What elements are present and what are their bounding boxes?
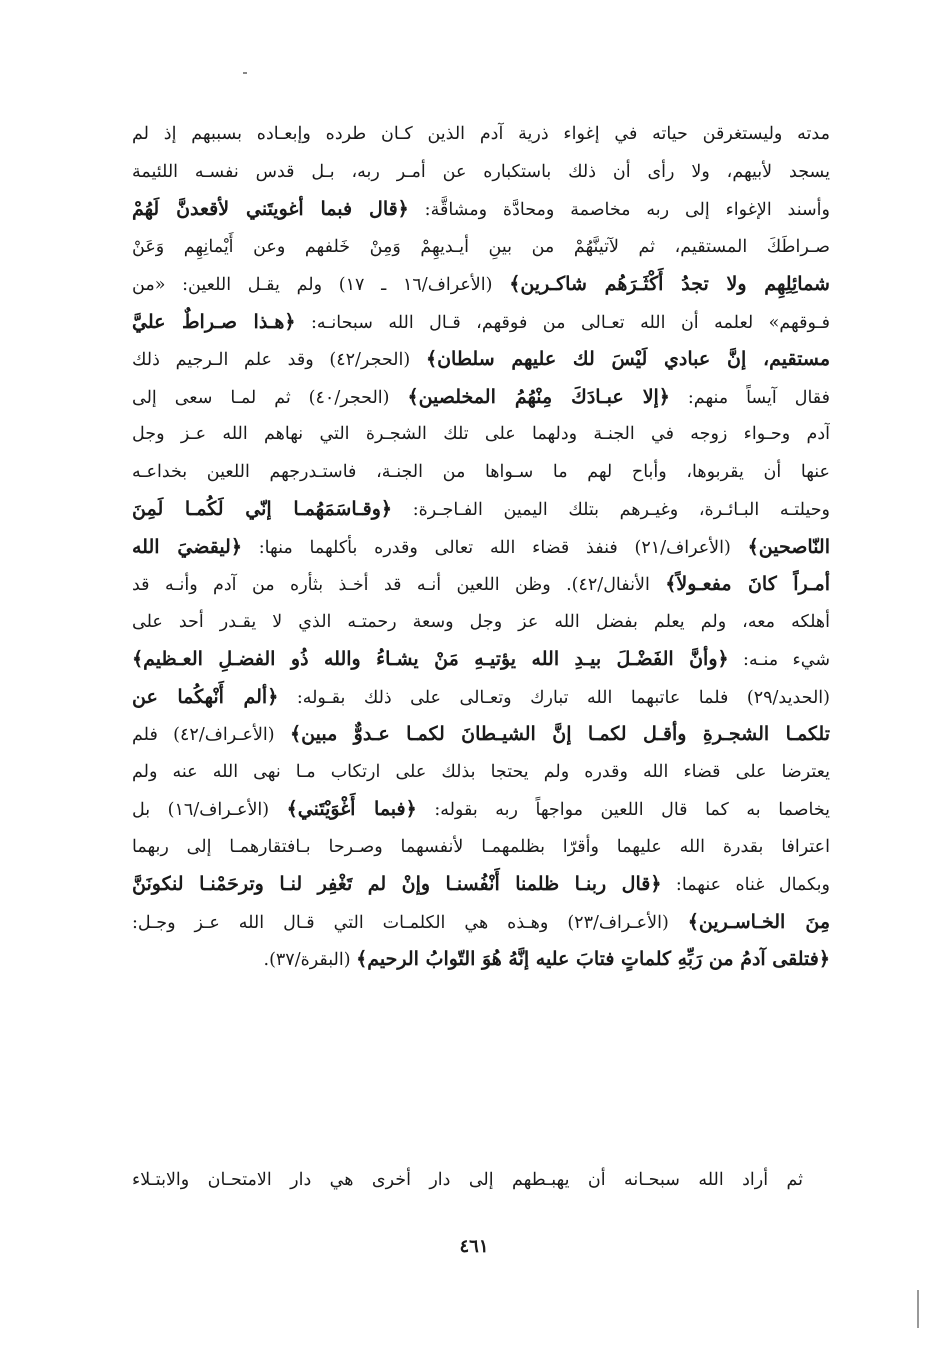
text-line: صـراطَكَ المستقيم، ثم لآتينَّهُمْ من بينِ أيـديهِمْ وَمِنْ خَلفهم وعن أَيْمانِهِم وَعَنْ — [132, 236, 830, 257]
text-line: أمـراً كانَ مفعـولاً﴾ الأنفال/٤٢). وظن اللعين أنـه قد أخـذ بثأره من آدم وأنـه قد — [132, 573, 830, 595]
text-line: تلكمـا الشجـرةِ وأقـل لكمـا إنَّ الشيـطانَ لكمـا عـدوٌّ مبين﴾ (الأعـراف/٤٢) فلم — [132, 723, 830, 745]
text-line: مدته وليستغرقن حياته في إغواء ذرية آدم الذين كـان طرده وإبعـاده بسببهم إذ لم — [132, 124, 830, 144]
scan-mark — [917, 1290, 919, 1328]
text-line: مستقيم، إنَّ عبادي لَيْسَ لك عليهم سلطان﴾ (الحجر/٤٢) وقد علم الـرجيم ذلك — [132, 348, 830, 370]
text-line: يخاصما به كما قال اللعين مواجهاً ربه بقوله: ﴿فبما أَغْوَيْتَني﴾ (الأعـراف/١٦) بل — [132, 798, 830, 820]
text-line: مِنَ الخـاسـرين﴾ (الأعـراف/٢٣) وهـذه هي الكلمـات التي قـال الله عـز وجـل: — [132, 910, 830, 933]
text-line: وبكمال غناه عنهما: ﴿قال ربنـا ظلمنا أَنْفُسنـا وإنْ لم تَغْفِر لنـا وترحَمْنـا لنكونَنَّ — [132, 873, 830, 895]
text-line: يعترضا على قضاء الله وقدره ولم يحتجا بذلك على ارتكاب مـا نهى الله عنه ولم — [132, 761, 830, 782]
text-line: عنها أن يقربوها، وأباح لهم ما سـواها من الجنـة، فاستـدرجهم اللعين بخداعـه — [132, 461, 830, 482]
text-line: آدم وحـواء زوجه في الجنـة ودلهما على تلك الشجـرة التي نهاهم الله عـز وجل — [132, 424, 830, 444]
text-line: النّاصحين﴾ (الأعراف/٢١) فنفذ قضاء الله تعالى وقدره بأكلهما منها: ﴿ليقضيَ الله — [132, 535, 830, 558]
text-line: أهلكه معه، ولم يعلم بفضل الله عز وجل وسعة رحمتـه الذي لا يقـدر أحد على — [132, 611, 830, 632]
text-line: شيء منـه: ﴿وأنَّ الفَضْـلَ بيـدِ الله يؤتيـهِ مَنْ يشـاءُ والله ذُو الفضـلِ العـظيم﴾ — [132, 648, 830, 670]
body-paragraph — [132, 116, 830, 979]
page-number: ٤٦١ — [459, 1236, 489, 1257]
text-line: يسجد لأبيهم، ولا رأى أن ذلك باستكباره عن أمـر ربه، بـل قدس نفسـه اللئيمة — [132, 161, 830, 182]
text-line: فقال آيساً منهم: ﴿إلا عبـادَكَ مِنْهُمُ المخلصين﴾ (الحجر/٤٠) ثم لمـا سعى إلى — [132, 385, 830, 408]
text-line: وحيلتـه البـائـرة، وغيـرهم بتلك اليمين الفـاجـرة: ﴿وقـاسَمَهُمـا إنّي لَكُمـا لَمِنَ — [132, 498, 830, 520]
text-line: ﴿فتلقى آدمُ من رَبِّهِ كلماتٍ فتابَ عليه إنَّهُ هُوَ التّوابُ الرحيم﴾ (البقرة/٣٧). — [263, 948, 830, 970]
text-line: فـوقهم» لعلمه أن الله تعـالى من فوقهم، قـال الله سبحانـه: ﴿هـذا صـراطٌ عليَّ — [132, 310, 830, 333]
scan-mark — [243, 72, 247, 74]
next-paragraph-first-line: ثم أراد الله سبحـانه أن يهبـطهم إلى دار أخرى هي دار الامتحـان والابتـلاء — [132, 1170, 803, 1190]
text-line: شمائِلِهِم ولا تجدُ أَكْثَـرَهُم شاكـرين﴾ (الأعراف/١٦ ـ ١٧) ولم يقـل اللعين: «من — [132, 273, 830, 295]
text-line: (الحديد/٢٩) فلما عاتبهما الله تبارك وتعـالى على ذلك بقـوله: ﴿ألم أَنْهكُما عن — [132, 685, 830, 708]
text-line: اعترافا بقدرة الله عليهما وأقرّا بظلمهمـا لأنفسهما وصـرحا بـافتقارهمـا إلى ربهما — [132, 836, 830, 857]
text-line: وأسند الإغواء إلى ربه مخاصمة ومحادَّة ومشاقَّة: ﴿قال فبما أغويتَني لأقعدنَّ لَهُمْ — [132, 198, 830, 220]
